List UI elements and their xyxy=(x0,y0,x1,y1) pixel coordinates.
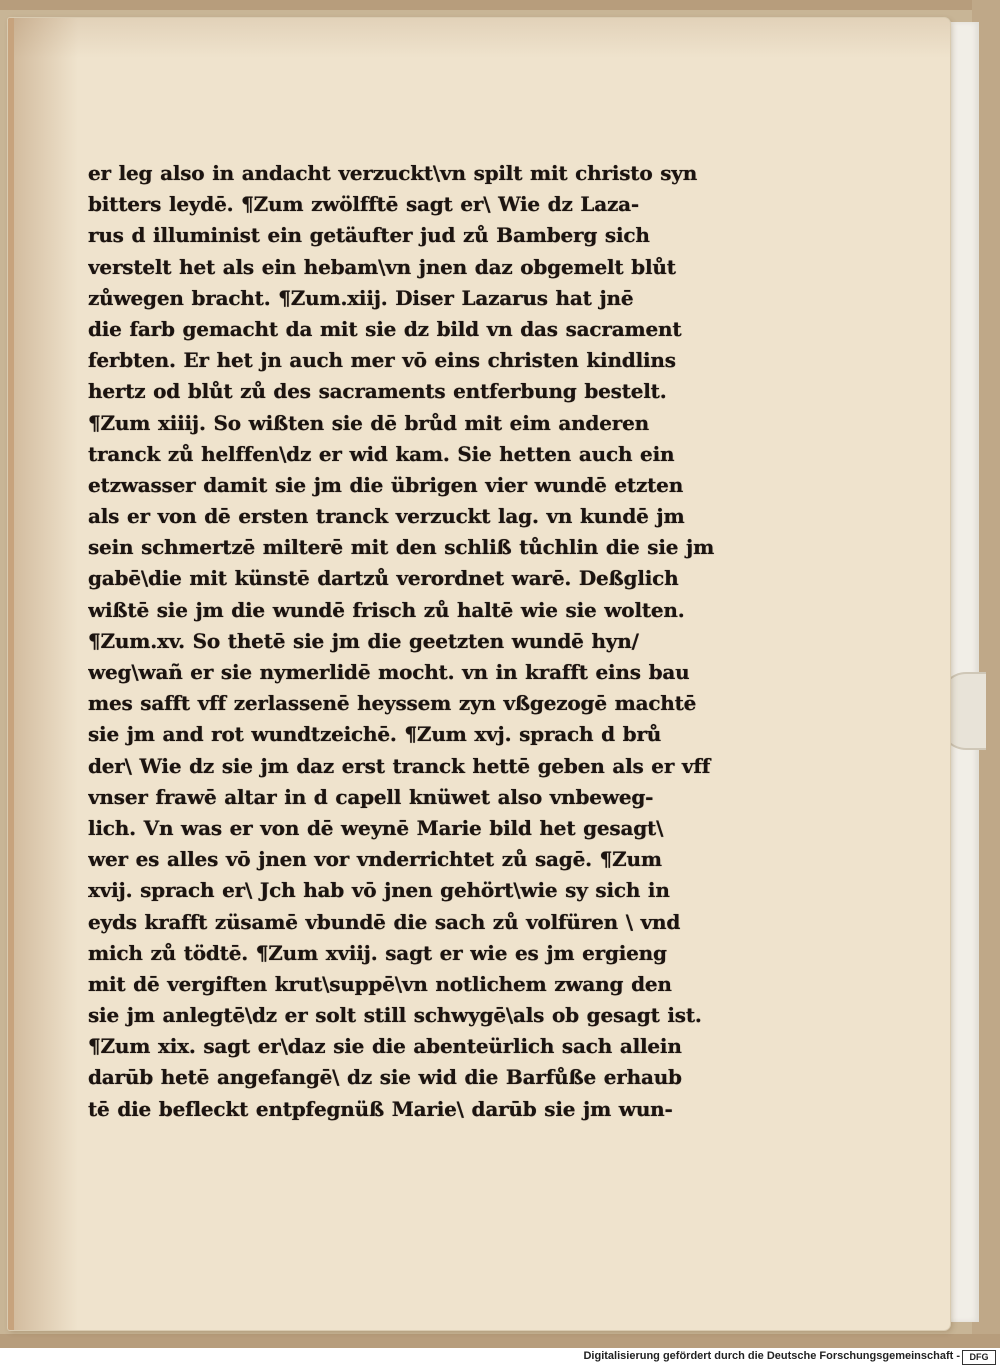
text-line: ferbten. Er het jn auch mer vō eins christen kindlins xyxy=(88,348,676,373)
text-line: weg\wañ er sie nymerlidē mocht. vn in krafft eins bau xyxy=(88,660,690,684)
text-line: ¶Zum xix. sagt er\daz sie die abenteürlich sach allein xyxy=(88,1034,682,1059)
text-line: lich. Vn was er von dē weynē Marie bild het gesagt\ xyxy=(88,815,664,840)
text-line: wißtē sie jm die wundē frisch zů haltē wie sie wolten. xyxy=(88,597,685,622)
text-line: tē die befleckt entpfegnüß Marie\ darūb sie jm wun- xyxy=(88,1096,673,1121)
blackletter-text-block xyxy=(88,158,753,1125)
text-line: ¶Zum xiiij. So wißten sie dē brůd mit eim anderen xyxy=(88,410,649,435)
text-line: mit dē vergiften krut\suppē\vn notlichem zwang den xyxy=(88,971,672,996)
text-line: ¶Zum.xv. So thetē sie jm die geetzten wundē hyn/ xyxy=(88,628,639,653)
funding-credit: Digitalisierung gefördert durch die Deutsche Forschungsgemeinschaft - xyxy=(583,1350,960,1362)
spine-edge xyxy=(8,18,14,1330)
text-line: verstelt het als ein hebam\vn jnen daz obgemelt blůt xyxy=(88,254,676,279)
text-line: mich zů tödtē. ¶Zum xviij. sagt er wie es jm ergieng xyxy=(88,940,667,965)
text-line: xvij. sprach er\ Jch hab vō jnen gehört\wie sy sich in xyxy=(88,878,670,903)
text-line: er leg also in andacht verzuckt\vn spilt mit christo syn xyxy=(88,161,698,185)
text-line: darūb hetē angefangē\ dz sie wid die Barfůße erhaub xyxy=(88,1065,682,1090)
text-line: bitters leydē. ¶Zum zwölfftē sagt er\ Wie dz Laza- xyxy=(88,192,640,217)
page-top-shadow xyxy=(8,18,950,58)
text-line: etzwasser damit sie jm die übrigen vier wundē etzten xyxy=(88,472,684,497)
text-line: zůwegen bracht. ¶Zum.xiij. Diser Lazarus hat jnē xyxy=(88,285,634,310)
text-line: sie jm anlegtē\dz er solt still schwygē\als ob gesagt ist. xyxy=(88,1003,702,1028)
text-line: gabē\die mit künstē dartzů verordnet warē. Deßglich xyxy=(88,566,679,591)
binding-board-top-edge xyxy=(0,0,1000,10)
text-line: vnser frawē altar in d capell knüwet also vnbeweg- xyxy=(88,784,654,809)
text-line: sein schmertzē milterē mit den schliß tůchlin die sie jm xyxy=(88,535,715,560)
binding-board-bottom-edge xyxy=(0,1334,1000,1348)
text-line: hertz od blůt zů des sacraments entferbung bestelt. xyxy=(88,379,667,404)
text-line: rus d illuminist ein getäufter jud zů Bamberg sich xyxy=(88,223,650,248)
text-line: sie jm and rot wundtzeichē. ¶Zum xvj. sprach d brů xyxy=(88,722,662,747)
book-page xyxy=(8,18,950,1330)
dfg-logo: DFG xyxy=(962,1350,996,1365)
footer-bar xyxy=(0,1348,1000,1366)
text-line: tranck zů helffen\dz er wid kam. Sie hetten auch ein xyxy=(88,441,675,466)
text-line: wer es alles vō jnen vor vnderrichtet zů sagē. ¶Zum xyxy=(88,847,662,872)
text-line: eyds krafft züsamē vbundē die sach zů volfüren \ vnd xyxy=(88,909,681,934)
text-line: die farb gemacht da mit sie dz bild vn das sacrament xyxy=(88,316,682,341)
text-line: mes safft vff zerlassenē heyssem zyn vßgezogē machtē xyxy=(88,691,697,716)
gutter-shadow xyxy=(8,18,78,1330)
text-line: der\ Wie dz sie jm daz erst tranck hettē geben als er vff xyxy=(88,753,711,778)
text-line: als er von dē ersten tranck verzuckt lag. vn kundē jm xyxy=(88,504,685,529)
